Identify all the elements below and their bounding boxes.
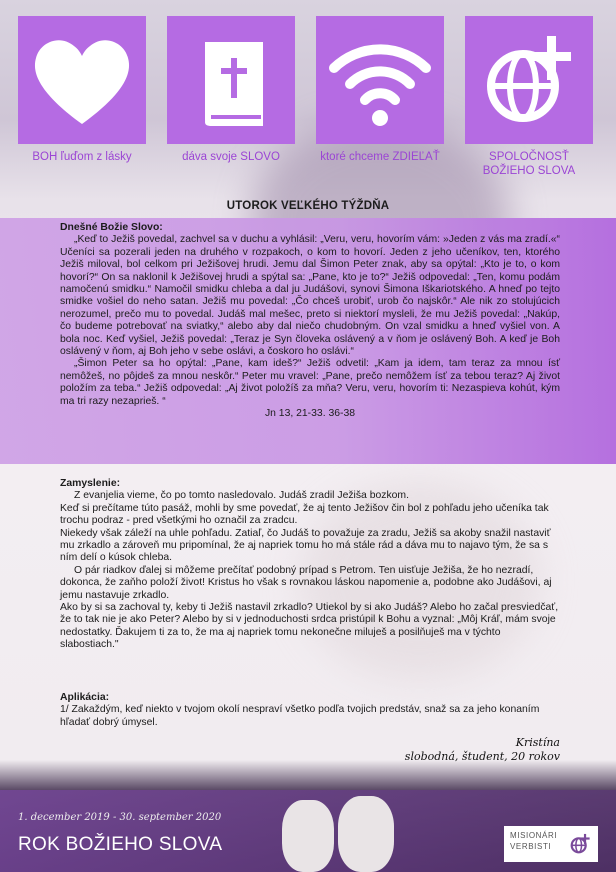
signature-description: slobodná, študent, 20 rokov [404,750,560,763]
reflection-section [60,478,560,652]
footer-title: ROK BOŽIEHO SLOVA [18,834,223,855]
application-paragraph: 1/ Zakaždým, keď niekto v tvojom okolí nespraví všetko podľa tvojich predstáv, snaž sa za jeho konaním hľadať dobrý úmysel. [60,704,540,728]
tile-label-svd [459,150,599,178]
reflection-paragraph: O pár riadkov ďalej si môžeme prečítať podobný prípad s Petrom. Ten uisťuje Ježiša, že ho nezradí, dokonca, že zaňho položí život! Kristus ho však s rovnakou láskou napomenie a, podobne ako Judášovi, aj jemu nastavuje zrkadlo. [60,564,552,601]
reflection-paragraph: Niekedy však záleží na uhle pohľadu. Zatiaľ, čo Judáš to považuje za zradu, Ježiš sa akoby snažil nastaviť mu zrkadlo a zároveň mu pripomínal, že aj napriek tomu ho má stále rád a dáva mu to najavo tým, že sa s ním delí o kúsok chleba. [60,527,551,564]
reflection-paragraph: Z evanjelia vieme, čo po tomto nasledovalo. Judáš zradil Ježiša bozkom. [74,490,409,502]
verbisti-logo [504,826,598,862]
application-heading: Aplikácia: [60,692,110,703]
application-section [60,692,560,729]
gospel-heading: Dnešné Božie Slovo: [60,222,163,233]
signature [405,736,560,764]
reflection-heading: Zamyslenie: [60,478,121,489]
gospel-paragraph: „Šimon Peter sa ho opýtal: „Pane, kam ideš?“ Ježiš odvetil: „Kam ja idem, tam teraz za mnou ísť nemôžeš, no pôjdeš za mnou neskôr.“ Peter mu vravel: „Pane, prečo nemôžem ísť za tebou teraz? Aj život položím za teba.“ Ježiš odpovedal: „Aj život položíš za mňa? Veru, veru, hovorím ti: Nezaspieva kohút, kým ma tri razy nezaprieš. “ [60,358,560,407]
signature-name: Kristína [515,736,560,749]
bible-icon [167,16,295,144]
reflection-paragraph: Keď si prečítame túto pasáž, mohli by sme povedať, že aj tento Ježišov čin bol z pohľadu jeho učeníka tak trochu podraz - pred všetkými ho označil za zradcu. [60,502,549,527]
tile-label-heart: BOH ľuďom z lásky [32,151,132,163]
svd-tile [465,16,593,144]
svd-logo-icon [465,16,593,144]
logo-line2: VERBISTI [510,842,552,851]
page-title: UTOROK VEĽKÉHO TÝŽDŇA [226,200,390,212]
gospel-section [60,222,560,421]
reflection-paragraph: Ako by si sa zachoval ty, keby ti Ježiš nastavil zrkadlo? Utiekol by si ako Judáš? Alebo ho začal presviedčať, že to tak nie je ako Peter? Alebo by si v jednoduchosti srdca pristúpil k Bohu a vyznal: „Môj Kráľ, mám svoje nedostatky. Ďakujem ti za to, že ma aj napriek tomu nekonečne miluješ a posilňuješ ma v týchto slabostiach." [60,602,559,651]
wifi-tile [316,16,444,144]
heart-icon [18,16,146,144]
shoe-image [338,796,394,872]
footer-dates: 1. december 2019 - 30. september 2020 [18,812,222,823]
gospel-paragraph: „Keď to Ježiš povedal, zachvel sa v duchu a vyhlásil: „Veru, veru, hovorím vám: »Jeden z vás ma zradí.«“ Učeníci sa pozerali jeden na druhého v rozpakoch, o kom to hovorí. Jeden z jeho učeníkov, ten, ktorého Ježiš miloval, bol celkom pri Ježišovej hrudi. Jemu dal Šimon Peter znak, aby sa opýtal: „Kto je to, o kom hovorí?“ On sa naklonil k Ježišovej hrudi a spýtal sa: „Pane, kto je to?“ Ježiš odpovedal: „Ten, komu podám namočenú smidku.“ Namočil smidku chleba a dal ju Judášovi, synovi Šimona Iškariotského. A hneď po tejto smidke vošiel do neho satan. Ježiš mu povedal: „Čo chceš urobiť, urob čo najskôr.“ Ale nik zo stolujúcich nerozumel, prečo mu to povedal. Judáš mal mešec, preto si niektorí mysleli, že mu Ježiš povedal: „Nakúp, čo budeme potrebovať na sviatky,“ alebo aby dal niečo chudobným. On vzal smidku a hneď vyšiel von. A bola noc. Keď vyšiel, Ježiš povedal: „Teraz je Syn človeka oslávený a v ňom je oslávený Boh. A keď je Boh oslávený v ňom, aj Boh jeho v sebe oslávi, a čoskoro ho oslávi.“ [60,234,560,358]
tile-label-wifi: ktoré chceme ZDIEĽAŤ [320,151,440,163]
heart-tile [18,16,146,144]
wifi-icon [316,16,444,144]
gospel-reference: Jn 13, 21-33. 36-38 [264,408,356,420]
shoe-image [282,800,334,872]
tile-label-bible: dáva svoje SLOVO [182,151,280,163]
tile-label-svd-line2: BOŽIEHO SLOVA [482,165,576,177]
logo-text [510,830,557,852]
bible-tile [167,16,295,144]
logo-line1: MISIONÁRI [510,831,558,840]
svd-logo-small-icon [566,830,594,858]
tile-label-svd-line1: SPOLOČNOSŤ [489,151,569,163]
